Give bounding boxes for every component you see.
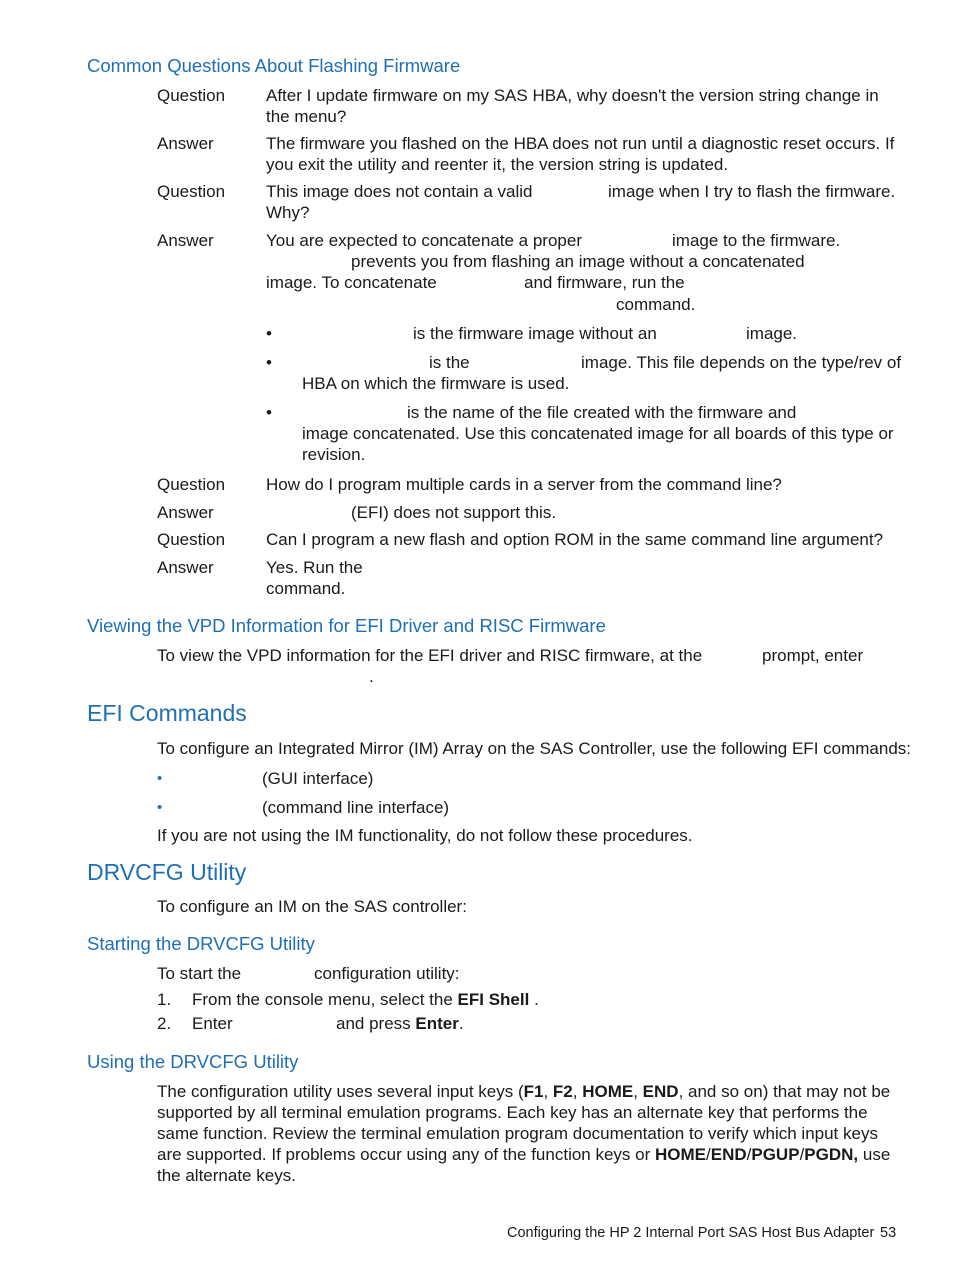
qa-text: After I update firmware on my SAS HBA, why doesn't the version string change in the menu?: [266, 86, 879, 126]
using-paragraph: The configuration utility uses several input keys (F1, F2, HOME, END, and so on) that may not be supported by all terminal emulation programs. Each key has an alternate key that performs the same function. Review the terminal emulation program documentation to verify which input keys are supported. If problems occur using any of the function keys or HOME/END/PGUP/PGDN, use the alternate keys.: [157, 1082, 891, 1185]
vpd-text: .: [369, 667, 374, 686]
bullet-text: is the firmware image without an: [413, 324, 657, 343]
bullet-text: is the name of the file created with the firmware and: [407, 403, 797, 422]
qa-text: Yes. Run the: [266, 558, 363, 577]
qa-term: Answer: [157, 134, 214, 153]
footer-title: Configuring the HP 2 Internal Port SAS Host Bus Adapter: [507, 1225, 875, 1241]
bullet-marker: •: [266, 353, 272, 372]
bullet-text: image. This file depends on the type/rev of: [581, 353, 902, 372]
drvcfg-intro: To configure an IM on the SAS controller:: [157, 897, 467, 916]
bullet-text: image concatenated. Use this concatenated image for all boards of this type or revision.: [302, 424, 894, 464]
section-heading-vpd: Viewing the VPD Information for EFI Driver and RISC Firmware: [87, 615, 606, 636]
section-heading-efi: EFI Commands: [87, 700, 247, 726]
section-heading-flash: Common Questions About Flashing Firmware: [87, 55, 461, 76]
qa-text: How do I program multiple cards in a server from the command line?: [266, 475, 782, 494]
qa-text: and firmware, run the: [524, 273, 685, 292]
qa-text: image to the firmware.: [672, 231, 841, 250]
vpd-text: To view the VPD information for the EFI driver and RISC firmware, at the: [157, 646, 703, 665]
qa-text: Can I program a new flash and option ROM in the same command line argument?: [266, 530, 884, 549]
qa-text: The firmware you flashed on the HBA does not run until a diagnostic reset occurs. If you exit the utility and reenter it, the version string is updated.: [266, 134, 895, 174]
qa-term: Question: [157, 182, 226, 201]
step-text: and press Enter.: [336, 1014, 464, 1033]
bullet-text: is the: [429, 353, 470, 372]
qa-text: This image does not contain a valid: [266, 182, 533, 201]
qa-text: Why?: [266, 203, 310, 222]
bullet-marker: •: [266, 324, 272, 343]
qa-term: Answer: [157, 231, 214, 250]
qa-term: Question: [157, 530, 226, 549]
bullet-text: HBA on which the firmware is used.: [302, 374, 570, 393]
bullet-marker: •: [266, 403, 272, 422]
qa-text: image. To concatenate: [266, 273, 437, 292]
step-number: 1.: [157, 990, 172, 1009]
qa-term: Question: [157, 86, 226, 105]
qa-text: command.: [266, 579, 346, 598]
vpd-text: prompt, enter: [762, 646, 864, 665]
section-heading-using: Using the DRVCFG Utility: [87, 1051, 299, 1072]
qa-text: prevents you from flashing an image without a concatenated: [351, 252, 805, 271]
step-number: 2.: [157, 1014, 172, 1033]
efi-item: (GUI interface): [262, 769, 374, 788]
bullet-marker: •: [157, 770, 163, 787]
section-heading-drvcfg: DRVCFG Utility: [87, 859, 247, 885]
qa-text: image when I try to flash the firmware.: [608, 182, 896, 201]
efi-intro: To configure an Integrated Mirror (IM) Array on the SAS Controller, use the following EFI commands:: [157, 739, 912, 758]
qa-text: command.: [616, 295, 696, 314]
efi-note: If you are not using the IM functionality, do not follow these procedures.: [157, 826, 693, 845]
step-text: From the console menu, select the EFI Shell .: [192, 990, 539, 1009]
section-heading-starting: Starting the DRVCFG Utility: [87, 933, 315, 954]
bullet-marker: •: [157, 799, 163, 816]
efi-item: (command line interface): [262, 798, 450, 817]
start-intro: configuration utility:: [314, 964, 460, 983]
qa-term: Answer: [157, 558, 214, 577]
qa-term: Question: [157, 475, 226, 494]
page-number: 53: [880, 1225, 897, 1241]
start-intro: To start the: [157, 964, 242, 983]
bullet-text: image.: [746, 324, 798, 343]
qa-text: You are expected to concatenate a proper: [266, 231, 582, 250]
qa-text: (EFI) does not support this.: [351, 503, 557, 522]
step-text: Enter: [192, 1014, 233, 1033]
qa-term: Answer: [157, 503, 214, 522]
